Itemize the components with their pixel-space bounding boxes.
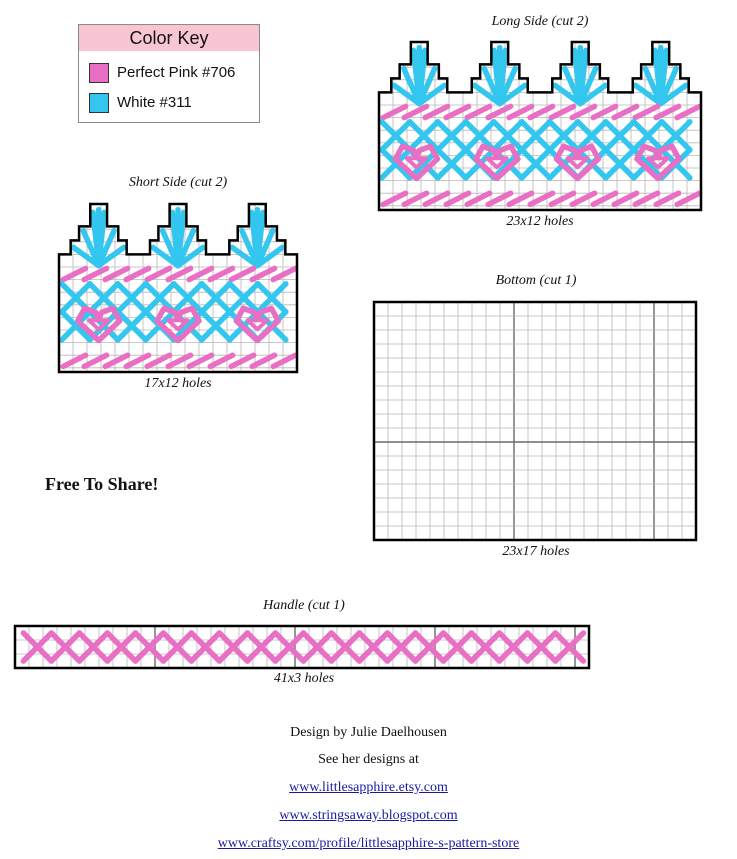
handle-size: 41x3 holes — [273, 671, 335, 686]
etsy-link[interactable]: www.littlesapphire.etsy.com — [289, 780, 448, 795]
short-side-title: Short Side (cut 2) — [128, 175, 228, 190]
bottom-grid — [372, 300, 702, 544]
blog-link[interactable]: www.stringsaway.blogspot.com — [279, 808, 458, 823]
long-side-size: 23x12 holes — [506, 214, 574, 229]
free-to-share: Free To Share! — [45, 474, 159, 494]
handle-chart — [13, 624, 595, 670]
long-side-title: Long Side (cut 2) — [491, 14, 589, 29]
designer-credit: Design by Julie Daelhousen — [290, 725, 447, 740]
blue-swatch — [89, 93, 109, 113]
color-key-title: Color Key — [79, 25, 259, 51]
short-side-chart — [56, 202, 302, 374]
color-key-label: Perfect Pink #706 — [117, 64, 236, 81]
bottom-title: Bottom (cut 1) — [495, 273, 577, 288]
color-key-label: White #311 — [117, 94, 192, 111]
bottom-size: 23x17 holes — [502, 544, 570, 559]
long-side-chart — [376, 40, 706, 212]
see-designs-text: See her designs at — [318, 752, 419, 767]
color-key — [78, 24, 260, 123]
short-side-size: 17x12 holes — [144, 376, 212, 391]
craftsy-link[interactable]: www.craftsy.com/profile/littlesapphire-s-pattern-store — [217, 836, 520, 851]
handle-title: Handle (cut 1) — [263, 598, 345, 613]
pink-swatch — [89, 63, 109, 83]
bottom-fill — [374, 302, 696, 540]
